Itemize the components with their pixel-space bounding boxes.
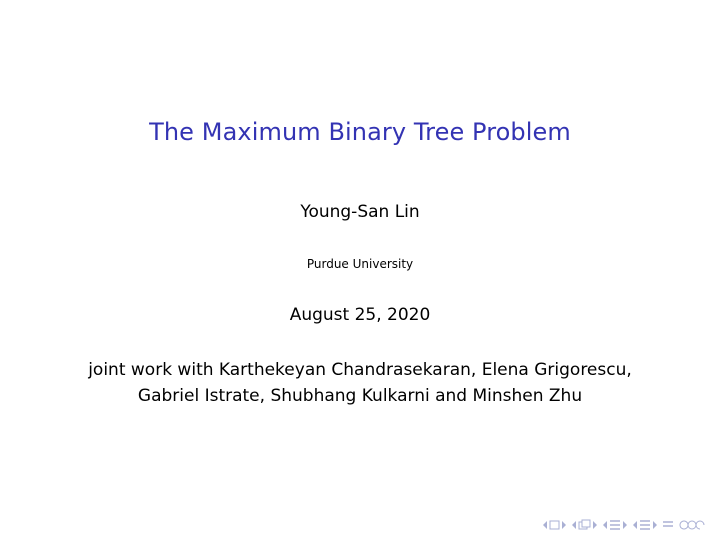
section-nav (602, 519, 628, 531)
slide-prev-icon[interactable] (632, 520, 638, 530)
slide-next-icon[interactable] (652, 520, 658, 530)
section-prev-icon[interactable] (602, 520, 608, 530)
author-name: Young-San Lin (300, 202, 420, 222)
beamer-navigation-bar (542, 518, 706, 532)
institute: Purdue University (306, 257, 414, 271)
presentation-date: August 25, 2020 (289, 305, 431, 325)
subsection-nav (571, 519, 598, 531)
subsection-icon[interactable] (578, 519, 591, 531)
coauthors-line-1: joint work with Karthekeyan Chandrasekaran, Elena Grigorescu, (88, 360, 632, 380)
coauthors-line-2: Gabriel Istrate, Shubhang Kulkarni and Minshen Zhu (137, 386, 583, 406)
slide-nav (632, 519, 658, 531)
align-icon[interactable] (662, 519, 674, 531)
subsection-prev-icon[interactable] (571, 520, 577, 530)
section-next-icon[interactable] (622, 520, 628, 530)
frame-icon[interactable] (549, 520, 560, 530)
coauthors (0, 357, 720, 409)
slide-icon[interactable] (639, 519, 651, 531)
frame-next-icon[interactable] (561, 520, 567, 530)
frame-nav (542, 520, 567, 530)
subsection-next-icon[interactable] (592, 520, 598, 530)
slide-title: The Maximum Binary Tree Problem (149, 118, 571, 146)
search-icon[interactable] (678, 519, 706, 531)
frame-prev-icon[interactable] (542, 520, 548, 530)
section-icon[interactable] (609, 519, 621, 531)
